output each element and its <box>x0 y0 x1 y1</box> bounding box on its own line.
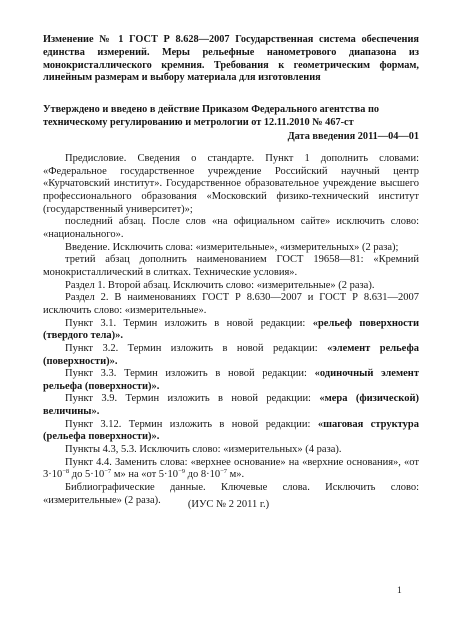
paragraph: Библиографические данные. Ключевые слова. Исключить слово: «измерительные» (2 раза). <box>43 482 419 506</box>
paragraph-text: до 8·10 <box>184 469 221 481</box>
paragraph <box>43 343 419 368</box>
paragraph: последний абзац. После слов «на официальном сайте» исключить слово: «национального». <box>43 216 419 240</box>
paragraph-text: Пункт 4.4. Заменить слова: «верхнее основание» на «верхние основания», «от 3·10 <box>43 456 419 481</box>
exponent: −8 <box>62 468 70 476</box>
paragraph-text: м» на «от 5·10 <box>111 469 179 481</box>
paragraph: Предисловие. Сведения о стандарте. Пункт 1 дополнить словами: «Федеральное государственное учреждение Российский научный центр «Курчатовский институт». Государственное образовательное учреждение высшего профессионального образования «Московский физико-технический институт (государственный университет)»; <box>43 153 419 215</box>
paragraph: Введение. Исключить слова: «измерительные», «измерительных» (2 раза); <box>65 241 399 253</box>
paragraph-text: Пункт 3.1. Термин изложить в новой редакции: <box>65 317 313 329</box>
page-number: 1 <box>397 586 402 596</box>
term-bold: «мера (физической) величины». <box>43 393 419 418</box>
term-bold: «элемент рельефа (поверхности)». <box>43 342 419 367</box>
paragraph: Пункты 4.3, 5.3. Исключить слово: «измерительных» (4 раза). <box>65 444 342 456</box>
paragraph-text: до 5·10 <box>69 469 105 481</box>
ius-reference: (ИУС № 2 2011 г.) <box>187 499 270 510</box>
paragraph-text: м». <box>227 469 245 481</box>
paragraph: Раздел 2. В наименованиях ГОСТ Р 8.630—2007 и ГОСТ Р 8.631—2007 исключить слово: «измерительные». <box>43 292 419 316</box>
paragraph: Раздел 1. Второй абзац. Исключить слово: «измерительные» (2 раза). <box>65 279 375 291</box>
exponent: −7 <box>104 468 112 476</box>
paragraph-text: Пункт 3.2. Термин изложить в новой редакции: <box>65 342 328 354</box>
term-bold: «рельеф поверхности (твердого тела)». <box>43 317 419 342</box>
term-bold: «одиночный элемент рельефа (поверхности)». <box>43 368 419 392</box>
paragraph <box>43 368 419 393</box>
paragraph-text: Пункт 3.12. Термин изложить в новой редакции: <box>65 418 318 430</box>
term-bold: «шаговая структура (рельефа поверхности)». <box>43 418 419 443</box>
exponent: −7 <box>220 468 227 476</box>
exponent: −9 <box>178 468 185 476</box>
paragraph: третий абзац дополнить наименованием ГОСТ 19658—81: «Кремний монокристаллический в слитках. Технические условия». <box>43 254 419 278</box>
approval-statement: Утверждено и введено в действие Приказом Федерального агентства по техническому регулированию и метрологии от 12.11.2010 № 467-ст <box>43 104 380 128</box>
paragraph <box>43 457 419 482</box>
amendment-body <box>43 153 419 507</box>
paragraph-text: Пункт 3.9. Термин изложить в новой редакции: <box>65 393 320 405</box>
paragraph <box>43 419 419 444</box>
paragraph-text: Пункт 3.3. Термин изложить в новой редакции: <box>65 368 315 380</box>
paragraph <box>43 393 419 418</box>
paragraph <box>43 318 419 343</box>
effective-date: Дата введения 2011—04—01 <box>287 131 419 142</box>
amendment-heading: Изменение № 1 ГОСТ Р 8.628—2007 Государственная система обеспечения единства измерений. Меры рельефные нанометрового диапазона из монокристаллического кремния. Требования к геометрическим формам, линейным размерам и выбору материала для изготовления <box>43 34 419 84</box>
